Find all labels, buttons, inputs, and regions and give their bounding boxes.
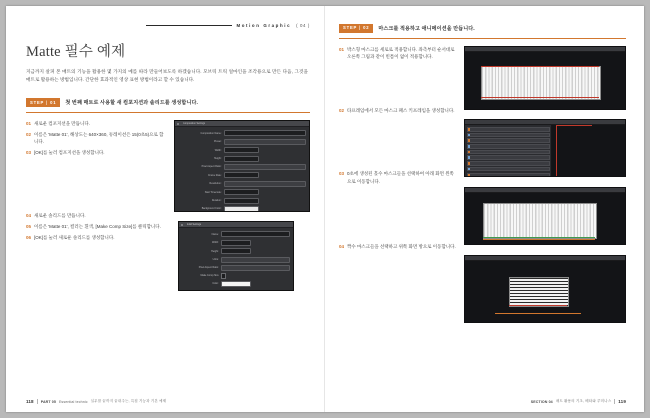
field-label: Frame Rate: <box>208 173 222 177</box>
field-background-color[interactable] <box>178 206 306 212</box>
text-input[interactable] <box>221 248 251 254</box>
intro-paragraph: 지금까지 살펴 본 매트의 기능을 활용한 몇 가지의 예를 따라 만들어보도록 하겠습니다. 모브릭 트릭 얼마인을 조각용으로 만든 다음, 그것을 매트로 활용하는 방법입니다. 간단한 효과적인 영상 표현 방법이라고 할 수 있습니다. <box>26 69 308 83</box>
running-head-rule <box>146 25 232 26</box>
close-icon[interactable] <box>177 123 179 125</box>
item-text: [OK]를 눌러 새로운 솔리드를 생성합니다. <box>34 234 115 240</box>
timeline-row[interactable] <box>467 150 550 155</box>
left-text-column <box>26 120 166 291</box>
text-input[interactable] <box>224 189 259 195</box>
screenshot-timeline-keys[interactable] <box>464 119 626 177</box>
right-text-column <box>339 46 457 323</box>
app-body <box>465 125 625 177</box>
footer-part: PART 05 <box>40 399 56 404</box>
item-text: [OK]를 눌러 컴포지션을 생성합니다. <box>34 150 105 155</box>
field-units[interactable] <box>182 257 290 263</box>
field-label: Resolution: <box>209 182 222 186</box>
marker-bar <box>495 313 581 314</box>
step-02-tag: STEP | 02 <box>339 24 373 33</box>
text-input[interactable] <box>224 147 259 153</box>
field-frame-rate[interactable] <box>178 172 306 178</box>
field-label: Duration: <box>211 199 222 203</box>
item-text: 짝수 마스크들을 선택하고 위쪽 화면 방으로 이동합니다. <box>347 244 456 250</box>
footer-section-title: 매트 활용의 기초, 베타와 루미나스 <box>555 399 612 403</box>
item-number: 01 <box>26 121 32 127</box>
step-02-header <box>339 24 626 33</box>
footer-divider <box>614 399 615 404</box>
list-item <box>26 131 166 146</box>
field-label: Height: <box>211 249 219 253</box>
item-text: 이름은 'Matte 01', 해상도는 640×360, 듀레이션은 15(0초5)으로 합니다. <box>34 132 164 145</box>
running-head <box>26 20 310 30</box>
timeline-row[interactable] <box>467 138 550 143</box>
dialog-body <box>175 127 309 212</box>
checkbox[interactable] <box>221 273 226 278</box>
book-spread <box>6 6 644 412</box>
running-head-number: ( 04 ) <box>296 22 310 28</box>
item-text: 타프레임에서 모든 마스크 패스 키프레임을 생성합니다. <box>347 107 455 113</box>
field-label: Background Color: <box>201 207 222 211</box>
step-02-block <box>339 24 626 39</box>
color-swatch[interactable] <box>221 281 251 287</box>
field-width[interactable] <box>182 240 290 246</box>
list-item <box>26 223 166 230</box>
left-page <box>6 6 325 412</box>
field-height[interactable] <box>182 248 290 254</box>
app-body <box>465 52 625 110</box>
mask-columns <box>483 203 597 239</box>
dropdown[interactable] <box>224 139 306 145</box>
step-01-items-group-1 <box>26 120 166 156</box>
selection-outline-top <box>481 66 599 67</box>
field-label: Pixel Aspect Ratio: <box>201 165 222 169</box>
timeline-graph-panel[interactable] <box>552 125 625 177</box>
field-pixel-aspect-ratio[interactable] <box>182 265 290 271</box>
field-width[interactable] <box>178 147 306 153</box>
step-01-underline <box>26 112 310 113</box>
timeline-row[interactable] <box>467 144 550 149</box>
field-label: Pixel Aspect Ratio: <box>198 266 219 270</box>
field-label: Width: <box>211 241 219 245</box>
left-figure-column <box>174 120 310 291</box>
item-text: 박스형 마스크를 세로로 적용합니다. 좌측부터 순서대로 오른쪽 그림과 같이 빈틈이 없이 적용합니다. <box>347 47 455 60</box>
footer-section: SECTION 04 <box>530 399 553 404</box>
dialog-title: Solid Settings <box>186 223 202 227</box>
composition-viewport[interactable] <box>465 52 625 110</box>
color-swatch[interactable] <box>224 206 259 212</box>
selection-outline-bottom <box>481 97 599 98</box>
field-composition-name[interactable] <box>178 130 306 136</box>
composition-viewport[interactable] <box>465 261 625 323</box>
list-item <box>339 243 457 250</box>
screenshot-timeline-selected[interactable] <box>464 187 626 245</box>
field-color[interactable] <box>182 281 290 287</box>
screenshot-solid-settings[interactable] <box>178 221 294 291</box>
item-number: 04 <box>26 213 32 219</box>
settings-fields <box>178 130 306 212</box>
item-text: 0초에 생성된 홀수 마스크들을 선택하여 아래 화면 왼쪽으로 이동합니다. <box>347 171 454 184</box>
field-height[interactable] <box>178 156 306 162</box>
marker-bar <box>483 239 595 240</box>
text-input[interactable] <box>221 240 251 246</box>
dropdown[interactable] <box>221 257 290 263</box>
app-body <box>465 193 625 245</box>
list-item <box>339 107 457 114</box>
step-01-tag: STEP | 01 <box>26 98 60 107</box>
text-input[interactable] <box>224 156 259 162</box>
text-input[interactable] <box>224 130 306 136</box>
item-number: 03 <box>26 150 32 155</box>
timeline-row[interactable] <box>467 155 550 160</box>
dialog-body <box>179 228 293 291</box>
running-head-title: Motion Graphic <box>236 22 292 28</box>
screenshot-composition-settings[interactable] <box>174 120 310 212</box>
item-number: 02 <box>26 132 32 137</box>
field-duration[interactable] <box>178 198 306 204</box>
page-number: 119 <box>618 399 626 404</box>
field-label: Start Timecode: <box>204 190 222 194</box>
timeline-row[interactable] <box>467 133 550 138</box>
text-input[interactable] <box>221 231 290 237</box>
dialog-title: Composition Settings <box>182 122 206 126</box>
settings-fields <box>182 231 290 289</box>
close-icon[interactable] <box>181 224 183 226</box>
list-item <box>26 212 166 219</box>
item-number: 04 <box>339 244 345 250</box>
dropdown[interactable] <box>224 164 306 170</box>
mask-columns <box>481 66 601 100</box>
field-label: Make Comp Size <box>200 274 219 278</box>
dropdown[interactable] <box>224 181 306 187</box>
timeline-row[interactable] <box>467 127 550 132</box>
field-make-comp-size[interactable] <box>182 273 290 278</box>
dropdown[interactable] <box>221 265 290 271</box>
field-label: Height: <box>213 157 222 161</box>
field-label: Composition Name: <box>200 131 222 135</box>
right-figure-column <box>464 46 626 323</box>
list-item <box>339 170 457 185</box>
item-number: 01 <box>339 47 345 52</box>
list-item <box>339 46 457 61</box>
field-label: Preset: <box>213 140 222 144</box>
composition-viewport[interactable] <box>465 193 625 245</box>
step-01-header <box>26 98 310 107</box>
list-item <box>26 149 166 156</box>
field-label: Color: <box>212 282 219 286</box>
step-02-underline <box>339 38 626 39</box>
time-indicator[interactable] <box>556 125 557 177</box>
timeline-row[interactable] <box>467 161 550 166</box>
field-start-timecode[interactable] <box>178 189 306 195</box>
footer-left <box>26 399 166 404</box>
footer-right <box>531 399 626 404</box>
item-number: 05 <box>26 224 32 229</box>
item-number: 06 <box>26 234 32 240</box>
item-text: 이름은 'Matte 01', 컬러는 흰색, [Make Comp Size]를 클릭합니다. <box>34 224 161 229</box>
screenshot-comp-stripes[interactable] <box>464 255 626 323</box>
step-02-title: 마스크를 적용하고 애니메이션을 만듭니다. <box>378 26 475 32</box>
item-text: 새로운 컴포지션을 만듭니다. <box>34 121 90 127</box>
app-body <box>465 261 625 323</box>
screenshot-comp-grid[interactable] <box>464 46 626 110</box>
list-item <box>26 120 166 127</box>
field-label: Width: <box>214 148 222 152</box>
list-item <box>26 234 166 241</box>
timeline-row[interactable] <box>467 173 550 178</box>
text-input[interactable] <box>224 172 259 178</box>
field-pixel-aspect-ratio[interactable] <box>178 164 306 170</box>
field-label: Name: <box>211 232 219 236</box>
field-preset[interactable] <box>178 139 306 145</box>
footer-divider <box>37 399 38 404</box>
guide-line <box>509 305 567 306</box>
step-01-title: 첫 번째 매트로 사용할 새 컴포지션과 솔리드를 생성합니다. <box>65 100 199 107</box>
item-text: 새로운 솔리드를 만듭니다. <box>34 213 86 219</box>
guide-line <box>483 237 595 238</box>
work-area-bar <box>556 125 592 126</box>
field-resolution[interactable] <box>178 181 306 187</box>
timeline-row[interactable] <box>467 167 550 172</box>
right-page <box>325 6 644 412</box>
item-number: 03 <box>339 171 345 177</box>
field-label: Units: <box>212 258 219 262</box>
page-title: Matte 필수 예제 <box>26 44 126 60</box>
mask-stripes <box>509 277 569 307</box>
step-01-items-group-2 <box>26 212 166 241</box>
text-input[interactable] <box>224 198 259 204</box>
step-01-block <box>26 98 310 113</box>
item-number: 02 <box>339 107 345 113</box>
field-name[interactable] <box>182 231 290 237</box>
page-number: 118 <box>26 399 34 404</box>
footer-part-sub: 실무를 끝까지 끝내주는, 특집 기능과 기본 예제 <box>90 399 167 403</box>
layer-outline-panel[interactable] <box>465 125 552 177</box>
footer-part-title: Essential technic <box>58 399 88 404</box>
